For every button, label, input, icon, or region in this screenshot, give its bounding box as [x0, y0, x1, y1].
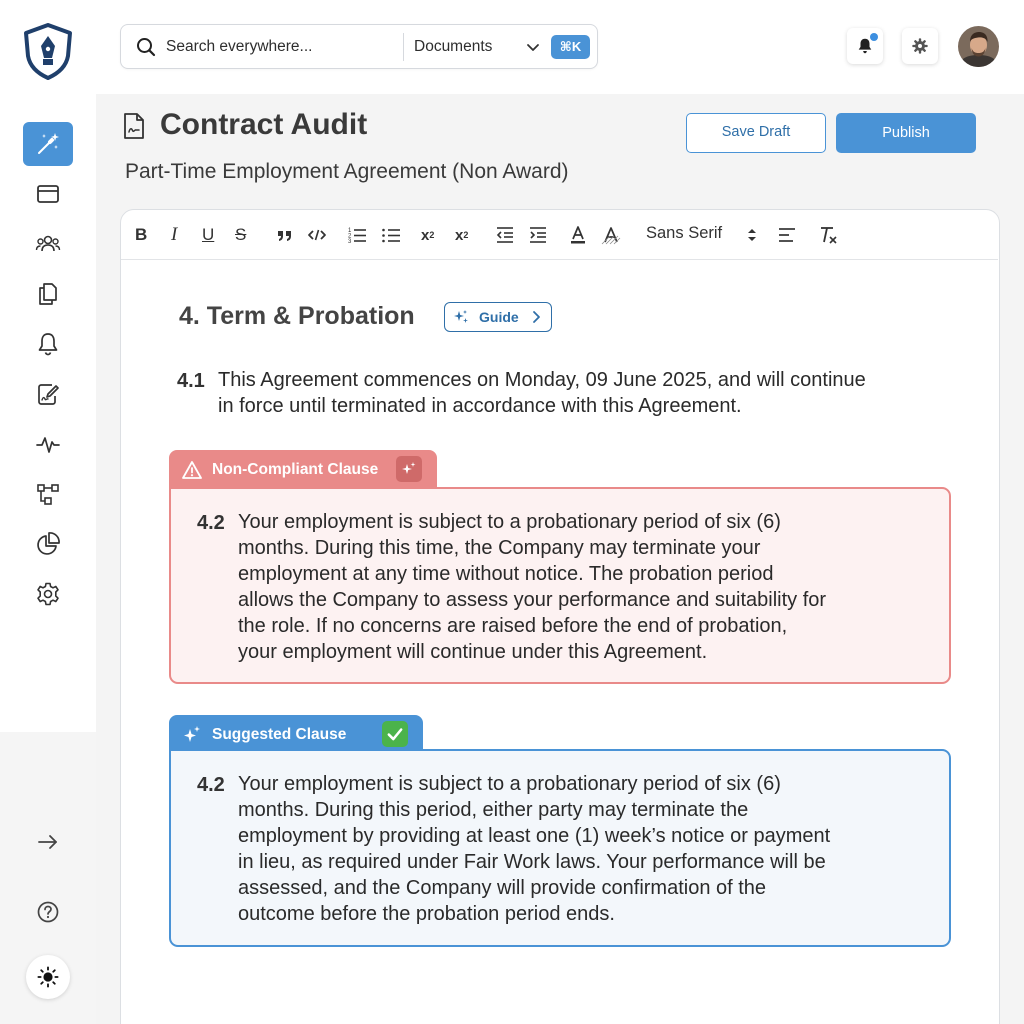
- ordered-list-button[interactable]: [347, 223, 367, 247]
- clause-line: months. During this period, either party may terminate the: [238, 799, 749, 821]
- clear-format-button[interactable]: [818, 223, 838, 247]
- svg-text:2: 2: [348, 233, 352, 240]
- search-icon: [135, 36, 157, 58]
- save-draft-button[interactable]: Save Draft: [686, 113, 826, 153]
- indent-icon: [528, 225, 548, 245]
- sidebar-item-window[interactable]: [23, 172, 73, 216]
- outdent-button[interactable]: [495, 223, 515, 247]
- clause-line: employment at any time without notice. The probation period: [238, 563, 774, 585]
- code-icon: [307, 225, 327, 245]
- top-bar: [0, 0, 1024, 94]
- superscript-button[interactable]: x 2: [455, 226, 469, 244]
- chevron-right-icon: [529, 310, 543, 324]
- subscript-button[interactable]: x 2: [421, 226, 435, 244]
- arrow-right-icon: [35, 829, 61, 855]
- notification-dot: [870, 33, 878, 41]
- clause-line: months. During this time, the Company may terminate your: [238, 537, 761, 559]
- font-family-select[interactable]: Sans Serif: [646, 224, 723, 242]
- formatting-toolbar: [121, 210, 998, 260]
- sidebar-item-users[interactable]: [23, 222, 73, 266]
- sidebar-item-magic-wand[interactable]: [23, 122, 73, 166]
- search-scope-select[interactable]: Documents: [414, 38, 493, 55]
- clause-line: allows the Company to assess your performance and suitability for: [238, 589, 827, 611]
- check-icon: [386, 725, 404, 743]
- search-bar[interactable]: [120, 24, 598, 69]
- clause-line: outcome before the probation period ends.: [238, 903, 615, 925]
- clause-number: 4.1: [177, 370, 205, 392]
- align-button[interactable]: [777, 223, 797, 247]
- ordered-list-icon: [347, 225, 367, 245]
- clause-text[interactable]: [218, 367, 866, 419]
- ai-fix-button[interactable]: [396, 456, 422, 482]
- text-color-icon: [568, 225, 588, 245]
- clause-number: 4.2: [197, 774, 225, 796]
- quote-icon: [275, 225, 295, 245]
- help-icon: [35, 899, 61, 925]
- non-compliant-clause-box[interactable]: [169, 487, 951, 684]
- shortcut-badge: ⌘K: [551, 35, 590, 59]
- clause-line: in lieu, as required under Fair Work laws. Your performance will be: [238, 851, 826, 873]
- code-button[interactable]: [307, 223, 327, 247]
- help-button[interactable]: [23, 890, 73, 934]
- select-arrows-icon[interactable]: [745, 226, 759, 244]
- clause-line: Your employment is subject to a probationary period of six (6): [238, 773, 781, 795]
- chevron-down-icon[interactable]: [525, 39, 541, 55]
- clause-line: the role. If no concerns are raised before the end of probation,: [238, 615, 788, 637]
- notifications-button[interactable]: [847, 28, 883, 64]
- guide-label: Guide: [479, 309, 519, 325]
- outdent-icon: [495, 225, 515, 245]
- signature-icon: [35, 381, 61, 407]
- page-title: Contract Audit: [160, 108, 368, 141]
- svg-text:1: 1: [348, 228, 352, 234]
- settings-icon: [35, 581, 61, 607]
- clause-line: employment by providing at least one (1) week’s notice or payment: [238, 825, 831, 847]
- accept-suggestion-button[interactable]: [382, 721, 408, 747]
- highlight-icon: [601, 225, 621, 245]
- non-compliant-tab: [169, 450, 437, 488]
- sidebar-item-workflow[interactable]: [23, 472, 73, 516]
- align-left-icon: [777, 225, 797, 245]
- clause-line: your employment will continue under this Agreement.: [238, 641, 708, 663]
- clause-line: in force until terminated in accordance with this Agreement.: [218, 395, 742, 417]
- clause-line: This Agreement commences on Monday, 09 June 2025, and will continue: [218, 369, 866, 391]
- window-icon: [35, 181, 61, 207]
- sparkle-icon: [401, 461, 417, 477]
- expand-sidebar-button[interactable]: [23, 820, 73, 864]
- user-avatar[interactable]: [958, 26, 999, 67]
- clear-format-icon: [818, 225, 838, 245]
- sidebar-item-documents[interactable]: [23, 272, 73, 316]
- suggested-tab: [169, 715, 423, 753]
- clause-text: [238, 509, 826, 665]
- guide-button[interactable]: [444, 302, 552, 332]
- indent-button[interactable]: [528, 223, 548, 247]
- bullet-list-button[interactable]: [381, 223, 401, 247]
- text-color-button[interactable]: [568, 223, 588, 247]
- bold-button[interactable]: B: [135, 225, 148, 244]
- underline-button[interactable]: U: [202, 225, 215, 244]
- clause-line: Your employment is subject to a probationary period of six (6): [238, 511, 781, 533]
- suggested-clause-box[interactable]: [169, 749, 951, 947]
- non-compliant-label: Non-Compliant Clause: [212, 461, 379, 478]
- document-editor[interactable]: [120, 209, 1000, 1024]
- document-subtitle: Part-Time Employment Agreement (Non Award): [125, 160, 569, 183]
- clause-line: assessed, and the Company will provide confirmation of the: [238, 877, 767, 899]
- contract-document-icon: [122, 112, 146, 140]
- sparkle-icon: [182, 725, 202, 745]
- highlight-button[interactable]: [601, 223, 621, 247]
- italic-button[interactable]: I: [171, 224, 178, 245]
- clause-number: 4.2: [197, 512, 225, 534]
- search-input[interactable]: Search everywhere...: [166, 38, 313, 55]
- pie-chart-icon: [35, 531, 61, 557]
- section-heading: 4. Term & Probation: [179, 302, 415, 330]
- sidebar-item-signature[interactable]: [23, 372, 73, 416]
- activity-icon: [35, 431, 61, 457]
- users-icon: [35, 231, 61, 257]
- sparkle-icon: [453, 309, 469, 325]
- search-divider: [403, 33, 404, 61]
- sidebar-item-analytics[interactable]: [23, 522, 73, 566]
- gear-icon: [911, 37, 929, 55]
- shield-pen-logo-icon[interactable]: [22, 22, 74, 80]
- strikethrough-button[interactable]: S: [235, 225, 247, 244]
- sun-icon: [37, 966, 59, 988]
- sidebar-item-notifications[interactable]: [23, 322, 73, 366]
- settings-button[interactable]: [902, 28, 938, 64]
- sidebar-item-activity[interactable]: [23, 422, 73, 466]
- svg-text:3: 3: [348, 239, 352, 245]
- warning-icon: [182, 460, 202, 480]
- clause-text: [238, 771, 830, 927]
- magic-wand-icon: [35, 131, 61, 157]
- publish-button[interactable]: Publish: [836, 113, 976, 153]
- documents-icon: [35, 281, 61, 307]
- suggested-label: Suggested Clause: [212, 726, 347, 743]
- bullet-list-icon: [381, 225, 401, 245]
- workflow-icon: [35, 481, 61, 507]
- blockquote-button[interactable]: [275, 223, 295, 247]
- bell-icon: [35, 331, 61, 357]
- theme-toggle-button[interactable]: [26, 955, 70, 999]
- sidebar-item-settings[interactable]: [23, 572, 73, 616]
